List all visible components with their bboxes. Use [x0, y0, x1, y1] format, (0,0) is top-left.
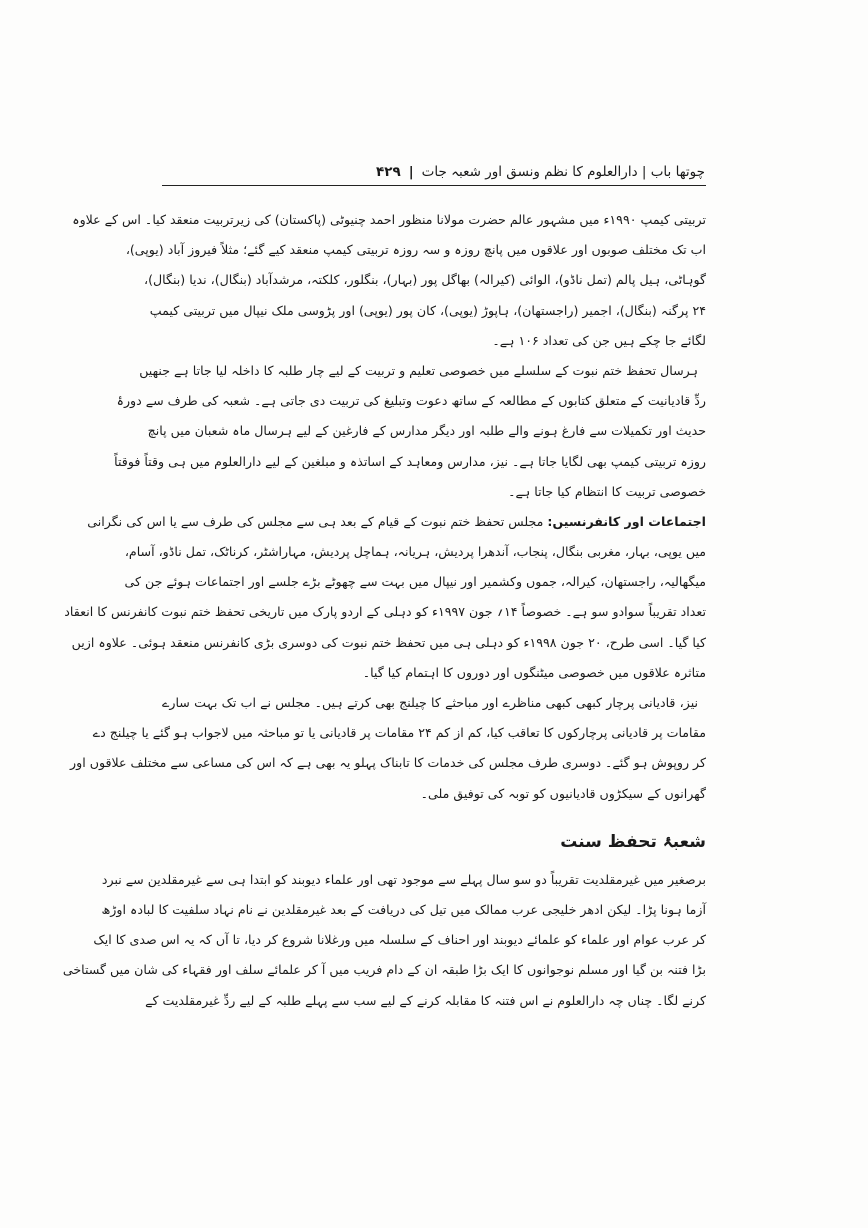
text-line: میگھالیہ، راجستھان، کیرالہ، جموں وکشمیر اور نیپال میں بہت سے چھوٹے بڑے جلسے اور اجتماعات ہوئے جن کی — [124, 574, 706, 590]
text-line: اب تک مختلف صوبوں اور علاقوں میں پانچ روزہ و سہ روزہ تربیتی کیمپ منعقد کیے گئے؛ مثلاً فیروز آباد (یوپی)، — [125, 242, 706, 258]
text-line: میں یوپی، بہار، مغربی بنگال، پنجاب، آندھرا پردیش، ہریانہ، ہماچل پردیش، مہاراشٹر، کرناٹک، تمل ناڈو، آسام، — [124, 544, 706, 560]
text-line: آزما ہونا پڑا۔ لیکن ادھر خلیجی عرب ممالک میں تیل کی دریافت کے بعد غیرمقلدین نے نام نہاد سلفیت کا لبادہ اوڑھ — [101, 901, 706, 917]
paragraph-conferences — [64, 507, 706, 688]
text-line: لگائے جا چکے ہیں جن کی تعداد ۱۰۶ ہے۔ — [492, 332, 706, 348]
text-line: کرنے لگا۔ چناں چہ دارالعلوم نے اس فتنہ کا مقابلہ کرنے کے لیے سب سے پہلے طلبہ کے لیے ردِّ غیرمقلدیت کے — [145, 992, 706, 1008]
text-line: نیز، قادیانی پرچار کبھی کبھی مناظرے اور مباحثے کا چیلنج بھی کرتے ہیں۔ مجلس نے اب تک بہت سارے — [162, 695, 699, 710]
chapter-title: چوتھا باب | دارالعلوم کا نظم ونسق اور شعبہ جات — [421, 164, 705, 180]
text-line: روزہ تربیتی کیمپ بھی لگایا جاتا ہے۔ نیز، مدارس ومعاہد کے اساتذہ و مبلغین کے لیے دارالعلوم میں ہی وقتاً فوقتاً — [114, 453, 706, 469]
page-number: ۴۲۹ — [376, 164, 401, 180]
section-heading: شعبۂ تحفظ سنت — [560, 831, 706, 852]
text-line: خصوصی تربیت کا انتظام کیا جاتا ہے۔ — [508, 483, 706, 499]
text-line: کر عرب عوام اور علماء کو علمائے دیوبند اور احناف کے سلسلہ میں ورغلانا شروع کر دیا، تا آں کہ یہ اس صدی کا ایک — [93, 932, 706, 948]
header-separator: | — [408, 164, 414, 180]
text-line: بڑا فتنہ بن گیا اور مسلم نوجوانوں کا ایک بڑا طبقہ ان کے دام فریب میں آ کر علمائے سلف اور فقہاء کی شان میں گستاخی — [62, 962, 706, 978]
subheading-conferences: اجتماعات اور کانفرنسیں: — [547, 513, 706, 529]
text-line: ہرسال تحفظ ختم نبوت کے سلسلے میں خصوصی تعلیم و تربیت کے لیے چار طلبہ کا داخلہ لیا جاتا ہے جنھیں — [139, 362, 698, 378]
page-body — [62, 205, 706, 1016]
text-line: ۲۴ پرگنہ (بنگال)، اجمیر (راجستھان)، ہاپوڑ (یوپی)، کان پور (یوپی) اور پڑوسی ملک نیپال میں تربیتی کیمپ — [149, 302, 706, 318]
text-line: مقامات پر قادیانی پرچارکوں کا تعاقب کیا، کم از کم ۲۴ مقامات پر قادیانی یا تو مباحثہ میں لاجواب ہو گئے یا چیلنج دے — [92, 725, 706, 741]
text-line — [87, 507, 706, 537]
paragraph-special-training — [114, 356, 706, 507]
text-line: کر روپوش ہو گئے۔ دوسری طرف مجلس کی خدمات کا تابناک پہلو یہ بھی ہے کہ اس کی مساعی سے مختلف علاقوں اور — [70, 755, 706, 771]
text-line: تعداد تقریباً سوادو سو ہے۔ خصوصاً ۱۴؍ جون ۱۹۹۷ء کو دہلی کے اردو پارک میں تاریخی تحفظ ختم نبوت کانفرنس کا انعقاد — [64, 604, 706, 620]
header-rule — [162, 185, 706, 186]
text-line: کیا گیا۔ اسی طرح، ۲۰ جون ۱۹۹۸ء کو دہلی ہی میں تحفظ ختم نبوت کی دوسری بڑی کانفرنس منعقد ہوئی۔ علاوہ ازیں — [71, 634, 706, 650]
text-run: مجلس تحفظ ختم نبوت کے قیام کے بعد ہی سے مجلس کی طرف سے یا اس کی نگرانی — [87, 513, 548, 529]
text-line: متاثرہ علاقوں میں خصوصی میٹنگوں اور دوروں کا اہتمام کیا گیا۔ — [362, 664, 706, 680]
paragraph-training-camps — [72, 205, 706, 356]
text-line: گوہاٹی، ہیل پالم (تمل ناڈو)، الوائی (کیرالہ) بھاگل پور (بہار)، بنگلور، کلکتہ، مرشدآباد (بنگال)، ندیا (بنگال)، — [144, 272, 706, 288]
text-line: حدیث اور تکمیلات سے فارغ ہونے والے طلبہ اور دیگر مدارس کے فارغین کے لیے ہرسال ماہ شعبان میں پانچ — [147, 423, 706, 439]
text-line: تربیتی کیمپ ۱۹۹۰ء میں مشہور عالم حضرت مولانا منظور احمد چنیوٹی (پاکستان) کی زیرتربیت منعقد کیا۔ اس کے علاوہ — [72, 212, 706, 227]
paragraph-debates — [70, 688, 706, 809]
text-line: برصغیر میں غیرمقلدیت تقریباً دو سو سال پہلے سے موجود تھی اور علماء دیوبند کو ابتدا ہی سے غیرمقلدین سے نبرد — [101, 871, 706, 887]
paragraph-sunnah-protection — [62, 865, 706, 1016]
text-line: ردِّ قادیانیت کے متعلق کتابوں کے مطالعہ کے ساتھ دعوت وتبلیغ کی تربیت دی جاتی ہے۔ شعبہ کی طرف سے دورۂ — [116, 393, 706, 409]
text-line: گھرانوں کے سیکڑوں قادیانیوں کو توبہ کی توفیق ملی۔ — [420, 785, 706, 801]
running-header — [163, 150, 705, 180]
